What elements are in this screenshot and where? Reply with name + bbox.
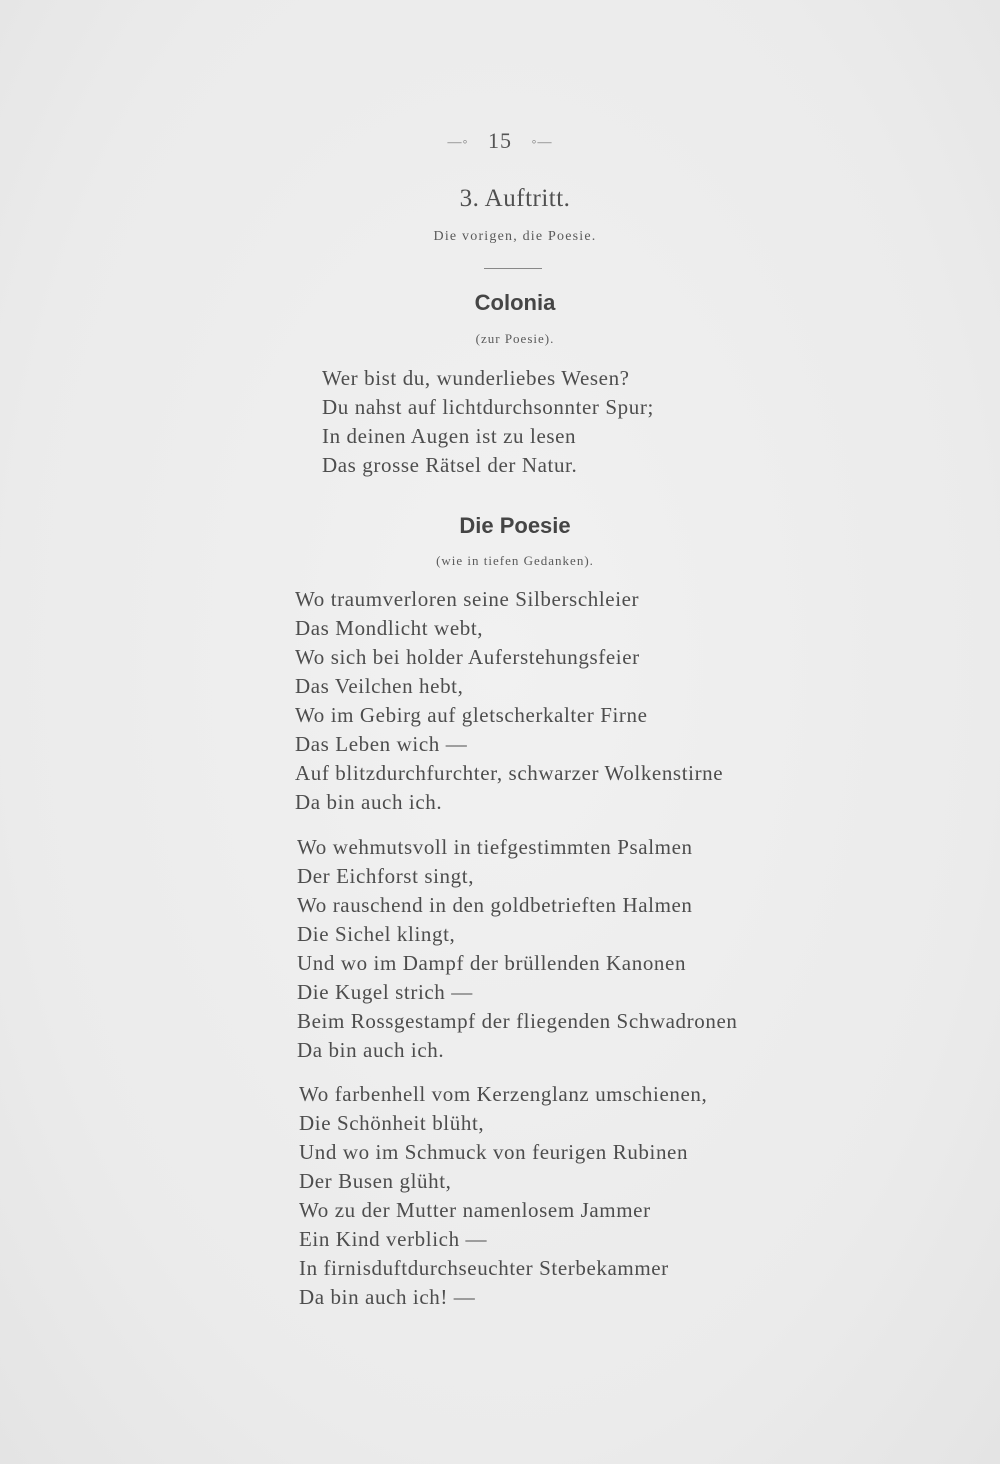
verse-line: Und wo im Schmuck von feurigen Rubinen [299,1140,689,1164]
speaker-poesie: Die Poesie [459,513,571,538]
verse-line: Wo zu der Mutter namenlosem Jammer [299,1198,651,1222]
verse-line: Da bin auch ich. [295,790,443,814]
verse-line: Die Kugel strich — [297,980,473,1004]
verse-line: Das Leben wich — [295,732,468,756]
verse-line: Da bin auch ich. [297,1038,445,1062]
verse-line: Der Eichforst singt, [297,864,475,888]
page-number-ornament-right: ◦— [531,134,553,150]
verse-line: Da bin auch ich! — [299,1285,476,1309]
verse-line: Das Veilchen hebt, [295,674,464,698]
stanza-2 [297,833,737,1065]
cast-note: Die vorigen, die Poesie. [433,229,597,244]
verse-line: Beim Rossgestampf der fliegenden Schwadronen [297,1009,738,1033]
page-number-ornament-left: —◦ [447,134,469,150]
page-number: 15 [488,128,512,153]
verse-line: Ein Kind verblich — [299,1227,488,1251]
verse-line: In deinen Augen ist zu lesen [322,424,577,448]
speaker-colonia: Colonia [474,290,556,315]
verse-line: Das Mondlicht webt, [295,616,484,640]
verse-line: Die Schönheit blüht, [299,1111,485,1135]
verse-line: Wo im Gebirg auf gletscherkalter Firne [295,703,648,727]
verse-line: In firnisduftdurchseuchter Sterbekammer [299,1256,669,1280]
verse-line: Und wo im Dampf der brüllenden Kanonen [297,951,687,975]
stage-direction-poesie: (wie in tiefen Gedanken). [436,553,594,568]
verse-line: Wo farbenhell vom Kerzenglanz umschienen, [299,1082,708,1106]
verse-line: Die Sichel klingt, [297,922,456,946]
verse-line: Wo wehmutsvoll in tiefgestimmten Psalmen [297,835,693,859]
verse-line: Wer bist du, wunderliebes Wesen? [322,366,630,390]
scene-title: 3. Auftritt. [459,185,571,212]
stanza-1 [295,585,723,817]
verse-colonia [322,364,654,480]
verse-line: Wo rauschend in den goldbetrieften Halmen [297,893,693,917]
page-number-header [0,128,1000,154]
stanza-3 [299,1080,707,1312]
verse-line: Der Busen glüht, [299,1169,452,1193]
verse-line: Wo traumverloren seine Silberschleier [295,587,640,611]
verse-line: Auf blitzdurchfurchter, schwarzer Wolkenstirne [295,761,724,785]
verse-line: Das grosse Rätsel der Natur. [322,453,578,477]
verse-line: Du nahst auf lichtdurchsonnter Spur; [322,395,654,419]
stage-direction-colonia: (zur Poesie). [475,331,555,346]
verse-line: Wo sich bei holder Auferstehungsfeier [295,645,640,669]
section-divider [484,268,542,269]
